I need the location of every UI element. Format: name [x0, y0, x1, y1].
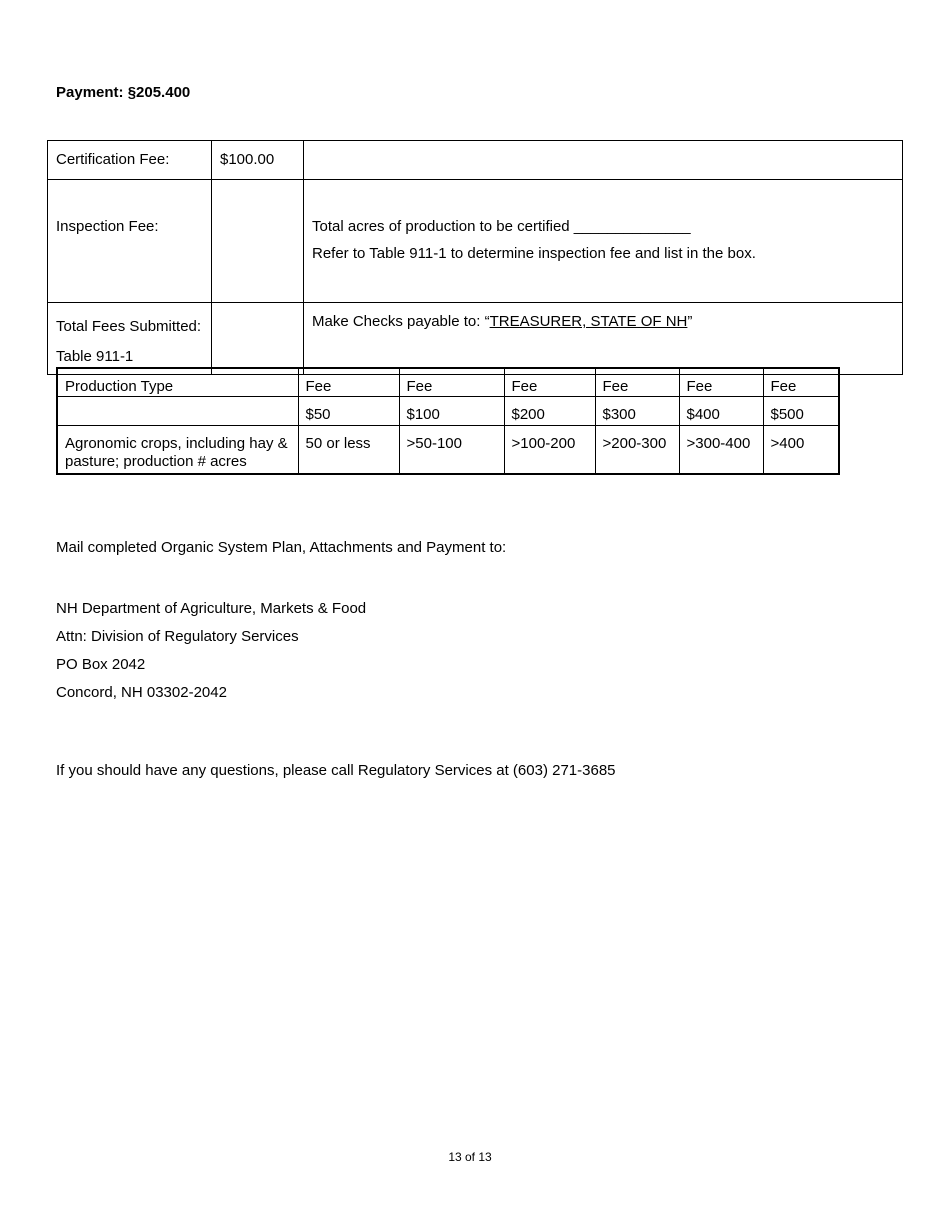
checks-payee: TREASURER, STATE OF NH [489, 313, 688, 330]
fee-header-cell: Fee [595, 368, 679, 397]
address-line: Concord, NH 03302-2042 [56, 684, 227, 701]
checks-suffix: ” [687, 313, 693, 330]
mailing-intro: Mail completed Organic System Plan, Attachments and Payment to: [56, 539, 507, 556]
fee-acres-cell: Agronomic crops, including hay & pasture; production # acres [57, 426, 298, 474]
fee-amount-cell: $500 [763, 397, 839, 426]
questions-note: If you should have any questions, please call Regulatory Services at (603) 271-3685 [56, 762, 616, 779]
acres-line: Total acres of production to be certified ______________ [312, 218, 691, 235]
fee-amount-cell: $100 [399, 397, 504, 426]
fee-acres-cell: >200-300 [595, 426, 679, 474]
checks-prefix: Make Checks payable to: “ [312, 313, 490, 330]
fee-acres-cell: >300-400 [679, 426, 763, 474]
certification-fee-amount: $100.00 [212, 141, 304, 180]
fee-amount-cell: $400 [679, 397, 763, 426]
fee-acres-cell: >100-200 [504, 426, 595, 474]
page-number: 13 of 13 [448, 1150, 492, 1164]
certification-fee-row [48, 141, 903, 180]
fee-acres-row [57, 426, 839, 474]
inspection-fee-amount-box[interactable] [212, 180, 304, 303]
fee-table [56, 367, 840, 475]
refer-line: Refer to Table 911-1 to determine inspection fee and list in the box. [312, 245, 756, 262]
total-fees-amount-box[interactable] [212, 303, 304, 375]
fee-header-row [57, 368, 839, 397]
table-caption: Table 911-1 [56, 348, 134, 365]
fee-acres-cell: >50-100 [399, 426, 504, 474]
fee-header-cell: Fee [679, 368, 763, 397]
inspection-fee-instructions [304, 180, 903, 303]
address-line: PO Box 2042 [56, 656, 146, 673]
total-fees-row [48, 303, 903, 375]
inspection-fee-row [48, 180, 903, 303]
section-title: Payment: §205.400 [56, 84, 191, 101]
fee-amount-cell [57, 397, 298, 426]
fee-header-cell: Fee [504, 368, 595, 397]
certification-fee-note [304, 141, 903, 180]
fee-acres-cell: 50 or less [298, 426, 399, 474]
fee-header-cell: Production Type [57, 368, 298, 397]
payment-table [47, 140, 903, 375]
fee-amount-cell: $50 [298, 397, 399, 426]
fee-amount-cell: $300 [595, 397, 679, 426]
fee-header-cell: Fee [763, 368, 839, 397]
address-line: Attn: Division of Regulatory Services [56, 628, 299, 645]
mailing-address [56, 595, 366, 707]
fee-acres-cell: >400 [763, 426, 839, 474]
fee-amount-row [57, 397, 839, 426]
inspection-fee-label: Inspection Fee: [48, 180, 212, 303]
total-fees-label: Total Fees Submitted: [48, 303, 212, 375]
fee-header-cell: Fee [399, 368, 504, 397]
checks-payable-note [304, 303, 903, 375]
certification-fee-label: Certification Fee: [48, 141, 212, 180]
fee-amount-cell: $200 [504, 397, 595, 426]
fee-header-cell: Fee [298, 368, 399, 397]
address-line: NH Department of Agriculture, Markets & Food [56, 600, 367, 617]
